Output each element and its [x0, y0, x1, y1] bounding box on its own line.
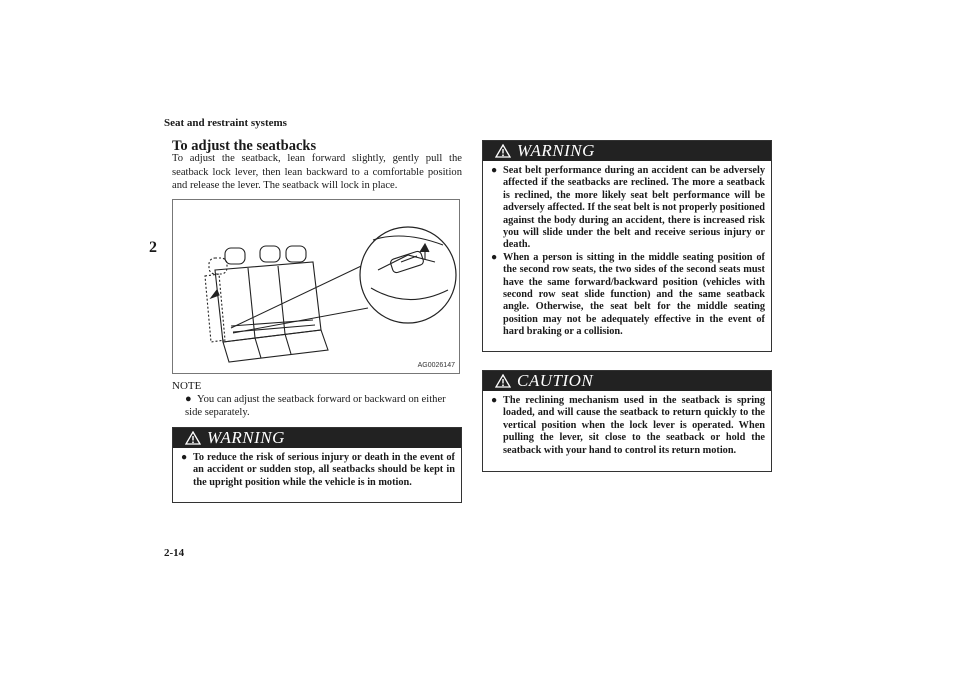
warning-item: ● When a person is sitting in the middle seating position of the second row seats, the two sides of the second seats must have the same forward/backward position (vehicles with second row seat slide function) and the same seatback angle. Otherwise, the seat belt for the middle seating position may not be adequately effective in the event of hard braking or a collision.: [491, 251, 765, 338]
warning-item: ● To reduce the risk of serious injury or death in the event of an accident or sudden stop, all seatbacks should be kept in the upright position while the vehicle is in motion.: [181, 452, 455, 488]
note-item: [185, 393, 463, 419]
bullet-icon: ●: [181, 452, 188, 463]
figure-code: AG0026147: [417, 362, 455, 369]
caution-title: CAUTION: [517, 371, 594, 390]
warning-item: ● Seat belt performance during an accident can be adversely affected if the seatbacks are reclined. The more a seatback is reclined, the more likely seat belt performance will be adversely affected. If the seat belt is not properly positioned against the body during an accident, there is increased risk you will slide under the belt and receive serious injury or death.: [491, 165, 765, 251]
section-title: To adjust the seatbacks: [172, 138, 317, 154]
note-label: NOTE: [172, 380, 202, 392]
note-text: You can adjust the seatback forward or backward on either side separately.: [185, 394, 446, 418]
rear-seat-drawing: [173, 200, 459, 373]
warning-header: [173, 428, 461, 448]
warning-box-left: [172, 427, 462, 503]
warning-box-right: [482, 140, 772, 352]
chapter-number: 2: [149, 239, 157, 256]
bullet-icon: ●: [491, 165, 498, 176]
warning-triangle-icon: [495, 144, 511, 158]
caution-header: [483, 371, 771, 391]
bullet-icon: ●: [491, 251, 498, 263]
running-header: Seat and restraint systems: [164, 117, 287, 129]
warning-triangle-icon: [185, 431, 201, 445]
bullet-icon: ●: [185, 393, 192, 405]
warning-title: WARNING: [207, 428, 285, 447]
instruction-paragraph: To adjust the seatback, lean forward slightly, gently pull the seatback lock lever, then lean backward to a comfortable position and release the lever. The seatback will lock in place.: [172, 153, 462, 191]
bullet-icon: ●: [491, 395, 498, 406]
caution-box-right: [482, 370, 772, 472]
seatback-illustration: [172, 199, 460, 374]
warning-triangle-icon: [495, 374, 511, 388]
page-number: 2-14: [164, 547, 185, 559]
warning-title: WARNING: [517, 141, 595, 160]
warning-header: [483, 141, 771, 161]
caution-item: ● The reclining mechanism used in the seatback is spring loaded, and will cause the seatback to return quickly to the vertical position when the lock lever is operated. When pulling the lever, sit close to the seatback or hold the seatback with your hand to control its return motion.: [491, 395, 765, 456]
